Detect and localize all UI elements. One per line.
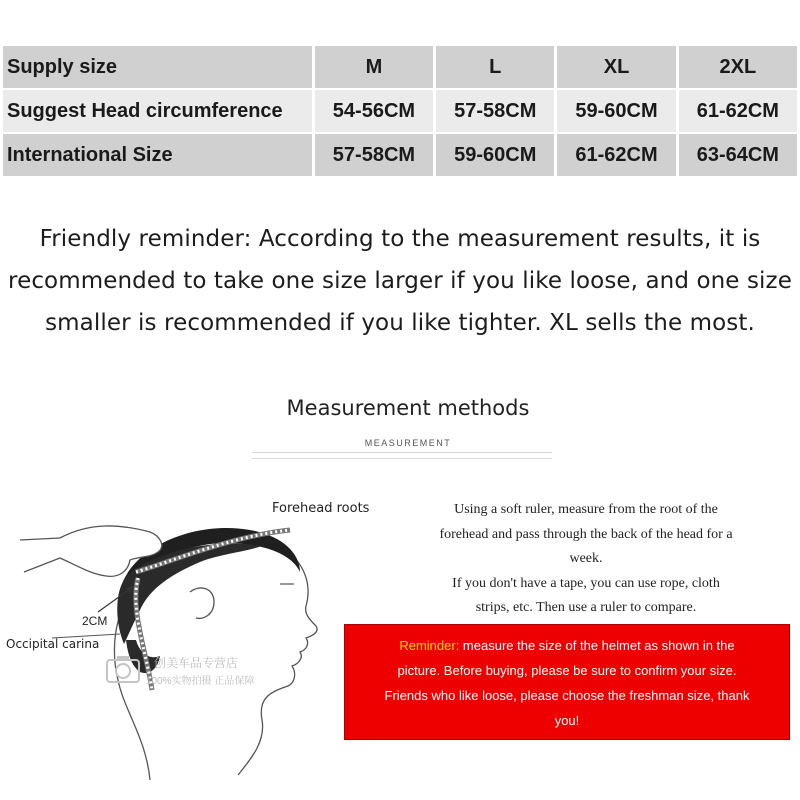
instruction-line: week. <box>569 551 603 566</box>
reminder-line: Friendly reminder: According to the measurement results, it is <box>39 226 761 252</box>
reminder-box-line: picture. Before buying, please be sure to confirm your size. <box>397 663 737 678</box>
forehead-roots-label: Forehead roots <box>272 501 370 516</box>
size-cell: 61-62CM <box>557 134 675 176</box>
watermark-line: 创美车品专营店 <box>154 656 239 670</box>
table-row-international-size <box>3 134 797 176</box>
camera-icon <box>106 654 140 684</box>
instruction-line: If you don't have a tape, you can use rope, cloth <box>452 575 720 591</box>
size-cell: M <box>315 46 433 88</box>
measurement-subtitle: MEASUREMENT <box>364 438 452 448</box>
size-cell: L <box>436 46 554 88</box>
instruction-line: strips, etc. Then use a ruler to compare. <box>475 600 697 615</box>
friendly-reminder <box>0 218 800 344</box>
size-cell: 57-58CM <box>315 134 433 176</box>
size-cell: 63-64CM <box>679 134 797 176</box>
size-cell: 61-62CM <box>679 90 797 132</box>
reminder-box-line: you! <box>554 713 580 728</box>
measurement-methods-title: Measurement methods <box>286 396 530 420</box>
size-cell: 2XL <box>679 46 797 88</box>
measurement-instructions <box>396 498 776 621</box>
row-label: Supply size <box>3 46 312 88</box>
size-cell: 57-58CM <box>436 90 554 132</box>
helmet-size-reminder-box <box>344 624 790 740</box>
row-label: Suggest Head circumference <box>3 90 312 132</box>
reminder-label: Reminder: <box>399 638 460 653</box>
size-cell: 59-60CM <box>436 134 554 176</box>
watermark-line: 100%实物拍摄 正品保障 <box>146 676 255 687</box>
row-label: International Size <box>3 134 312 176</box>
decorative-lines <box>252 452 552 466</box>
instruction-line: forehead and pass through the back of the head for a <box>439 526 733 542</box>
reminder-line: smaller is recommended if you like tighter. XL sells the most. <box>45 310 755 336</box>
size-cell: 54-56CM <box>315 90 433 132</box>
table-row-head-circumference <box>3 90 797 132</box>
instruction-line: Using a soft ruler, measure from the root of the <box>454 502 718 517</box>
reminder-box-text: measure the size of the helmet as shown in the <box>459 638 735 653</box>
size-cell: XL <box>557 46 675 88</box>
size-table <box>0 44 800 178</box>
head-measurement-diagram <box>0 480 400 790</box>
store-watermark <box>106 652 266 690</box>
reminder-box-line: Friends who like loose, please choose the freshman size, thank <box>384 688 750 703</box>
table-row-supply-size <box>3 46 797 88</box>
head-illustration <box>0 480 400 790</box>
reminder-line: recommended to take one size larger if you like loose, and one size <box>8 268 792 294</box>
reminder-box-line <box>345 633 789 658</box>
occipital-carina-label: Occipital carina <box>6 637 100 651</box>
size-cell: 59-60CM <box>557 90 675 132</box>
two-cm-label: 2CM <box>82 614 108 628</box>
